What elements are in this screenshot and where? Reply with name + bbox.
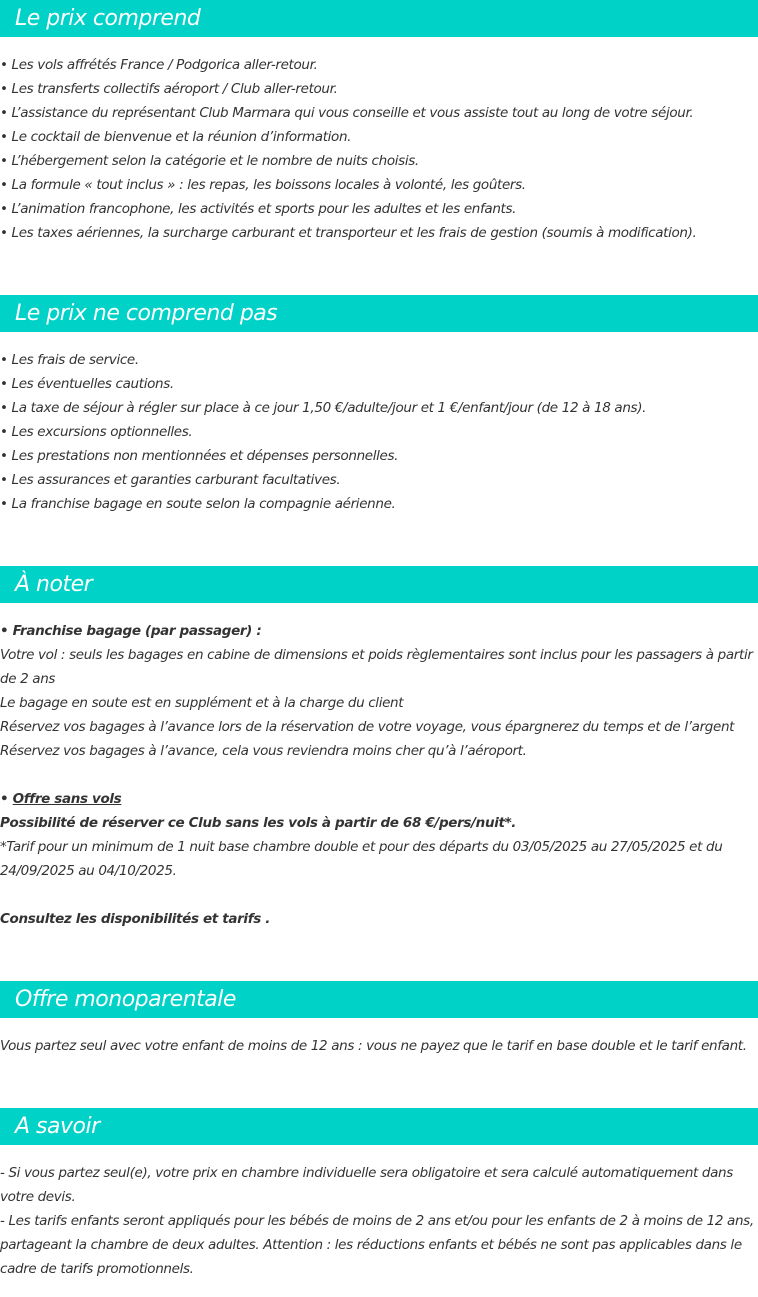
offer-price: Possibilité de réserver ce Club sans les vols à partir de 68 €/pers/nuit*. xyxy=(0,815,517,831)
offer-heading-row xyxy=(0,787,758,811)
baggage-heading: • Franchise bagage (par passager) : xyxy=(0,623,262,639)
good-to-know-line: - Les tarifs enfants seront appliqués pour les bébés de moins de 2 ans et/ou pour les enfants de 2 à moins de 12 ans, partageant la chambre de deux adultes. Attention : les réductions enfants et bébés ne sont pas applicables dans le cadre de tarifs promotionnels. xyxy=(0,1213,754,1277)
list-item: • Les vols affrétés France / Podgorica aller-retour. xyxy=(0,57,318,73)
baggage-line: Réservez vos bagages à l’avance lors de la réservation de votre voyage, vous épargnerez du temps et de l’argent xyxy=(0,719,735,735)
list-item: • L’hébergement selon la catégorie et le nombre de nuits choisis. xyxy=(0,153,419,169)
offer-note: *Tarif pour un minimum de 1 nuit base chambre double et pour des départs du 03/05/2025 au 27/05/2025 et du 24/09/2025 au 04/10/2025. xyxy=(0,839,723,879)
baggage-line: Votre vol : seuls les bagages en cabine de dimensions et poids règlementaires sont inclus pour les passagers à partir de 2 ans xyxy=(0,647,753,687)
section-title-included: Le prix comprend xyxy=(0,0,758,37)
list-item: • Les taxes aériennes, la surcharge carburant et transporteur et les frais de gestion (soumis à modification). xyxy=(0,225,697,241)
baggage-line: Réservez vos bagages à l’avance, cela vous reviendra moins cher qu’à l’aéroport. xyxy=(0,743,527,759)
list-item: • La franchise bagage en soute selon la compagnie aérienne. xyxy=(0,496,396,512)
section-title-not-included: Le prix ne comprend pas xyxy=(0,295,758,332)
list-item: • Le cocktail de bienvenue et la réunion d’information. xyxy=(0,129,352,145)
list-item: • Les éventuelles cautions. xyxy=(0,376,174,392)
section-title-good-to-know: A savoir xyxy=(0,1108,758,1145)
offer-bullet: • xyxy=(0,791,13,807)
offer-heading: Offre sans vols xyxy=(12,791,122,807)
list-item: • L’assistance du représentant Club Marmara qui vous conseille et vous assiste tout au long de votre séjour. xyxy=(0,105,694,121)
list-item: • Les assurances et garanties carburant facultatives. xyxy=(0,472,341,488)
list-item: • Les prestations non mentionnées et dépenses personnelles. xyxy=(0,448,399,464)
good-to-know-content xyxy=(0,1161,758,1281)
baggage-line: Le bagage en soute est en supplément et à la charge du client xyxy=(0,695,404,711)
consult-availability-link[interactable]: Consultez les disponibilités et tarifs . xyxy=(0,911,271,927)
list-item: • Les excursions optionnelles. xyxy=(0,424,193,440)
included-list xyxy=(0,53,758,245)
not-included-list xyxy=(0,348,758,516)
single-parent-text: Vous partez seul avec votre enfant de moins de 12 ans : vous ne payez que le tarif en base double et le tarif enfant. xyxy=(0,1038,747,1054)
notes-content xyxy=(0,619,758,931)
single-parent-content xyxy=(0,1034,758,1058)
list-item: • Les frais de service. xyxy=(0,352,139,368)
list-item: • L’animation francophone, les activités et sports pour les adultes et les enfants. xyxy=(0,201,517,217)
list-item: • Les transferts collectifs aéroport / Club aller-retour. xyxy=(0,81,338,97)
section-title-notes: À noter xyxy=(0,566,758,603)
list-item: • La formule « tout inclus » : les repas, les boissons locales à volonté, les goûters. xyxy=(0,177,526,193)
list-item: • La taxe de séjour à régler sur place à ce jour 1,50 €/adulte/jour et 1 €/enfant/jour (de 12 à 18 ans). xyxy=(0,400,647,416)
good-to-know-line: - Si vous partez seul(e), votre prix en chambre individuelle sera obligatoire et sera calculé automatiquement dans votre devis. xyxy=(0,1165,733,1205)
section-title-single-parent: Offre monoparentale xyxy=(0,981,758,1018)
